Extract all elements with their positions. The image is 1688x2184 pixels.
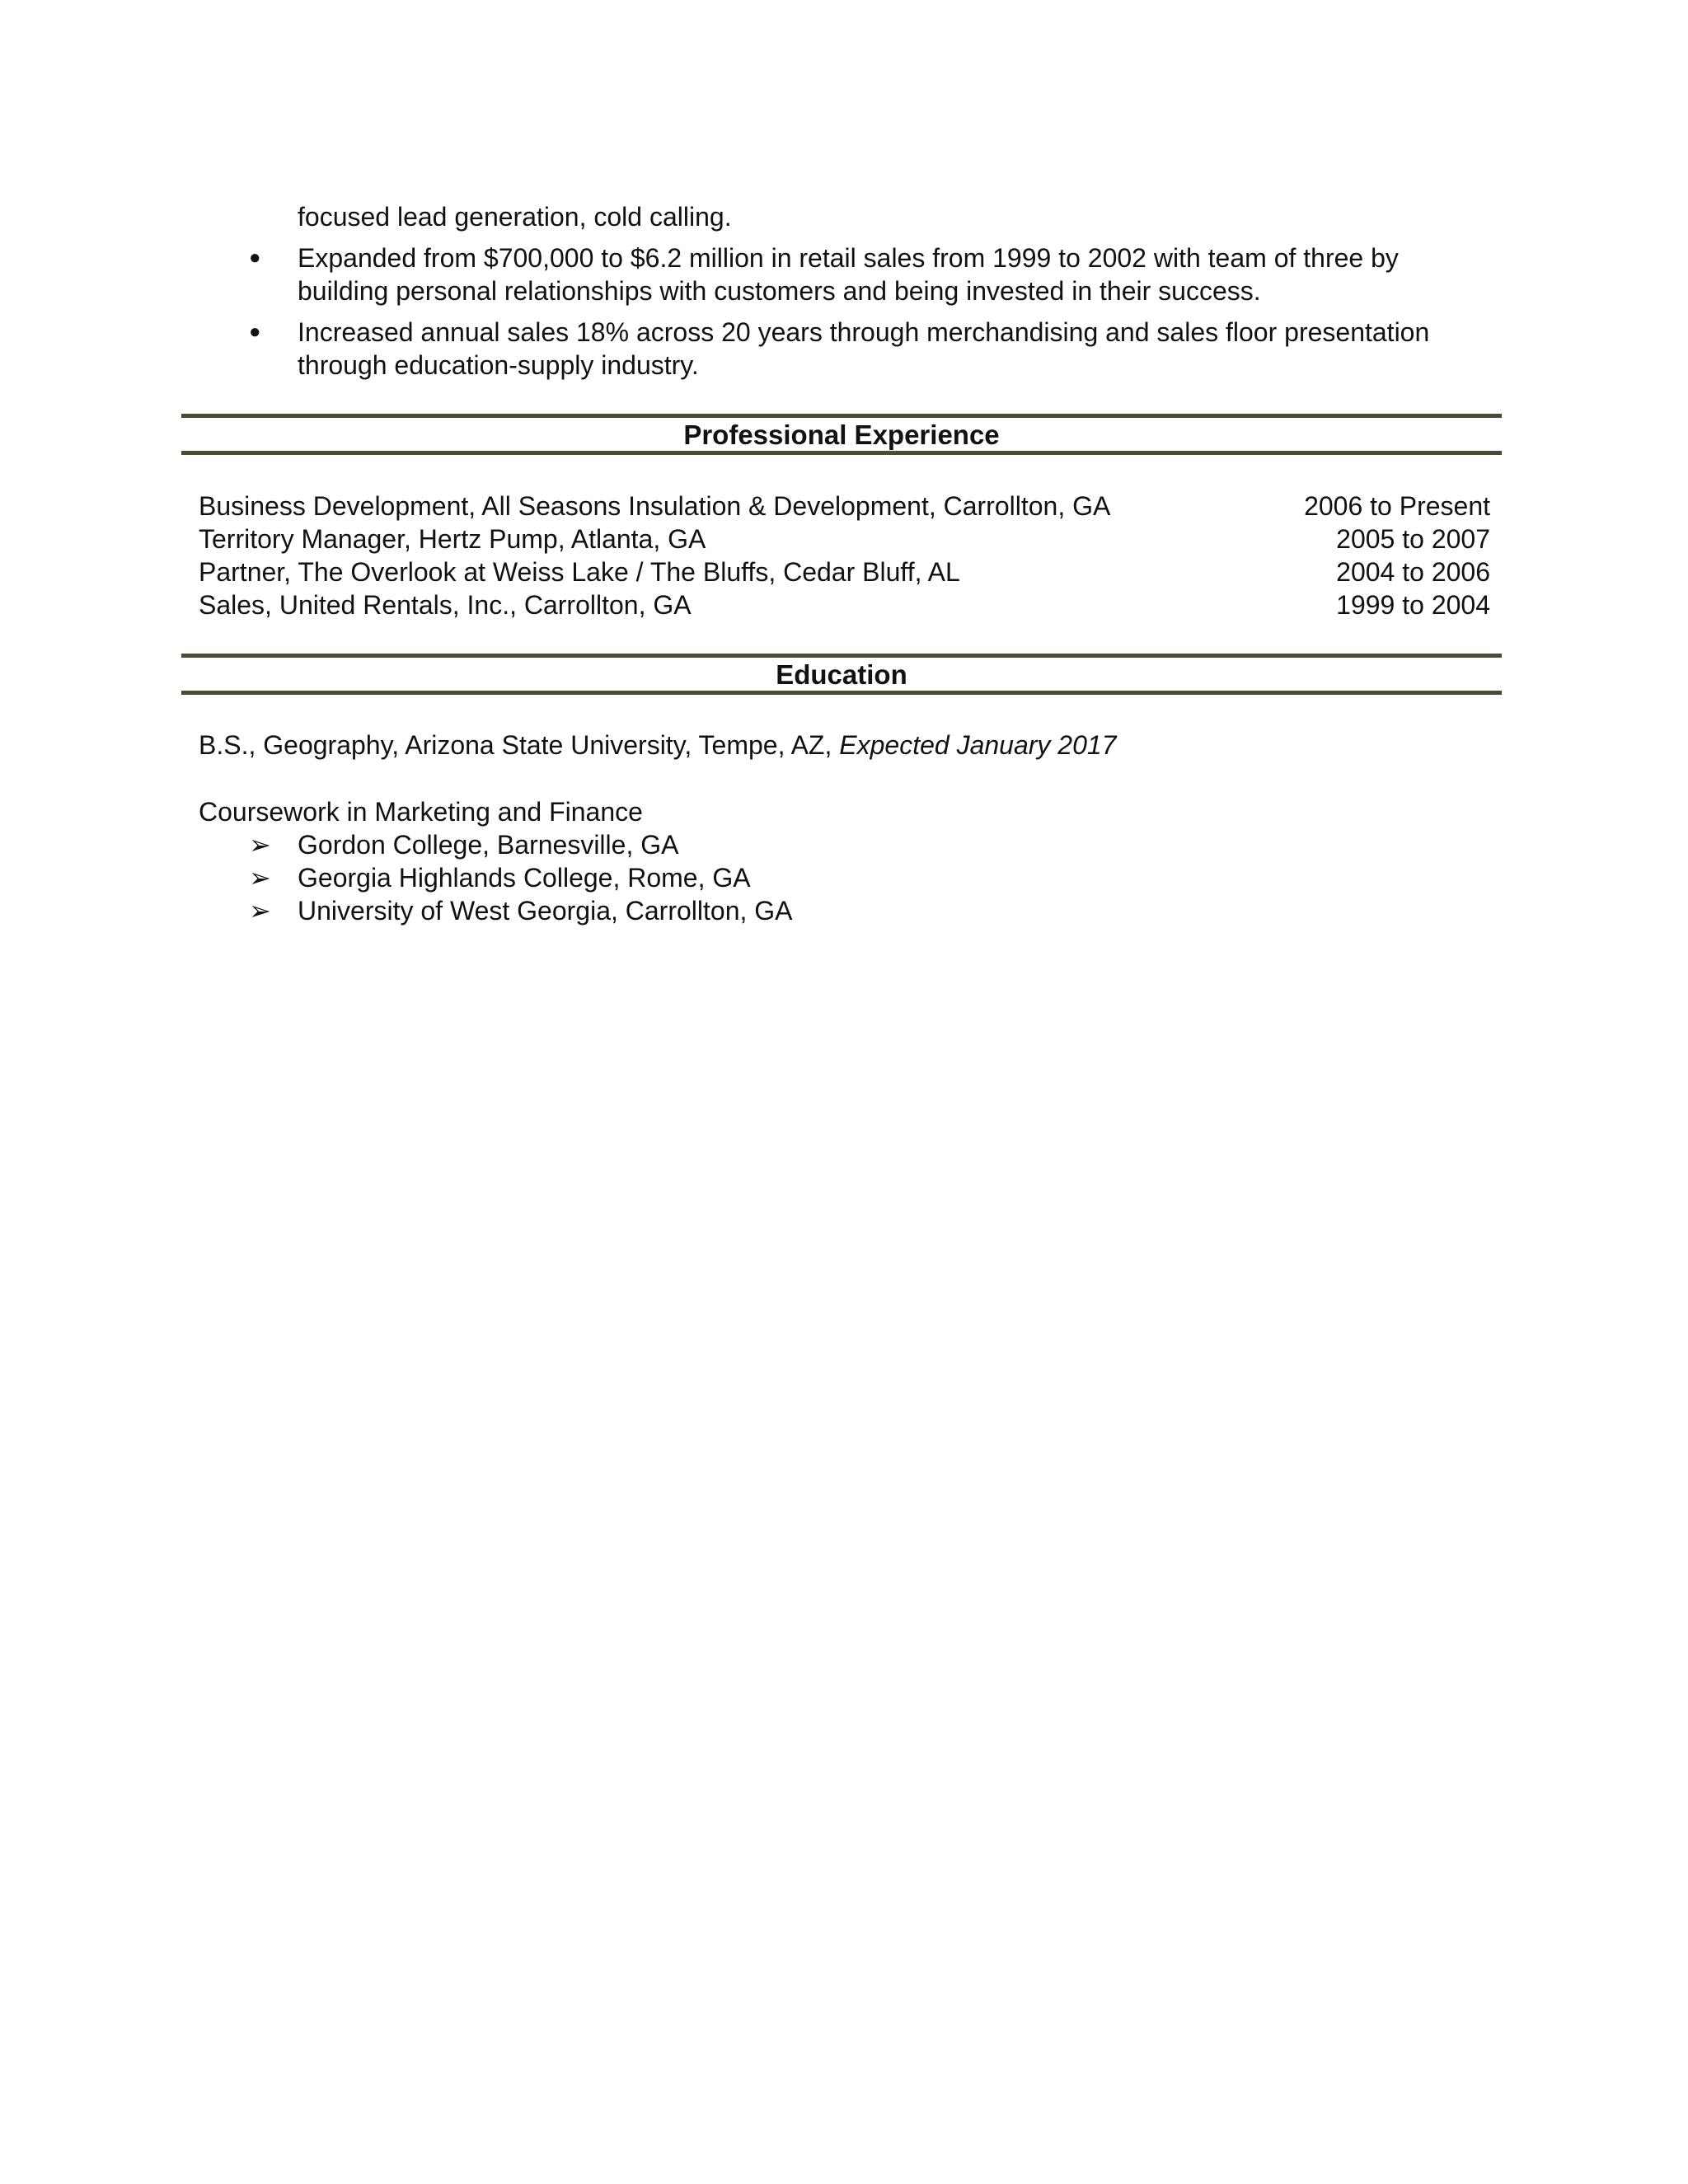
- list-item: [0, 241, 1688, 307]
- experience-role: Sales, United Rentals, Inc., Carrollton, GA: [199, 590, 692, 620]
- bullet-continuation: focused lead generation, cold calling.: [298, 202, 732, 232]
- school-name: University of West Georgia, Carrollton, GA: [298, 896, 793, 926]
- degree-line: [199, 729, 1116, 762]
- accomplishment-list: [0, 241, 1688, 390]
- experience-row: [199, 490, 1490, 523]
- school-name: Gordon College, Barnesville, GA: [298, 830, 679, 860]
- arrow-bullet-icon: ➢: [249, 896, 271, 926]
- bullet-icon: ●: [249, 321, 261, 343]
- accomplishment-text: Increased annual sales 18% across 20 years through merchandising and sales floor presentation through education-supply industry.: [298, 317, 1430, 380]
- experience-list: [199, 490, 1490, 621]
- experience-role: Business Development, All Seasons Insulation & Development, Carrollton, GA: [199, 491, 1111, 521]
- accomplishment-text: Expanded from $700,000 to $6.2 million in retail sales from 1999 to 2002 with team of three by building personal relationships with customers and being invested in their success.: [298, 243, 1399, 306]
- degree-text: B.S., Geography, Arizona State University, Tempe, AZ,: [199, 730, 832, 760]
- bullet-icon: ●: [249, 246, 261, 269]
- experience-dates: 1999 to 2004: [1336, 590, 1490, 620]
- school-list: [0, 828, 1688, 927]
- experience-role: Partner, The Overlook at Weiss Lake / The Bluffs, Cedar Bluff, AL: [199, 557, 960, 587]
- list-item: [0, 316, 1688, 382]
- experience-role: Territory Manager, Hertz Pump, Atlanta, GA: [199, 524, 706, 554]
- arrow-bullet-icon: ➢: [249, 830, 271, 860]
- experience-dates: 2004 to 2006: [1336, 557, 1490, 587]
- coursework-label: Coursework in Marketing and Finance: [199, 797, 643, 827]
- degree-expected: Expected January 2017: [839, 730, 1117, 760]
- school-name: Georgia Highlands College, Rome, GA: [298, 863, 751, 893]
- arrow-bullet-icon: ➢: [249, 863, 271, 893]
- section-heading-experience: Professional Experience: [181, 414, 1502, 455]
- experience-dates: 2005 to 2007: [1336, 524, 1490, 554]
- list-item: [0, 828, 1688, 861]
- experience-row: [199, 588, 1490, 621]
- experience-row: [199, 523, 1490, 555]
- list-item: [0, 861, 1688, 894]
- section-heading-education: Education: [181, 654, 1502, 695]
- list-item: [0, 894, 1688, 927]
- experience-dates: 2006 to Present: [1304, 491, 1490, 521]
- experience-row: [199, 555, 1490, 588]
